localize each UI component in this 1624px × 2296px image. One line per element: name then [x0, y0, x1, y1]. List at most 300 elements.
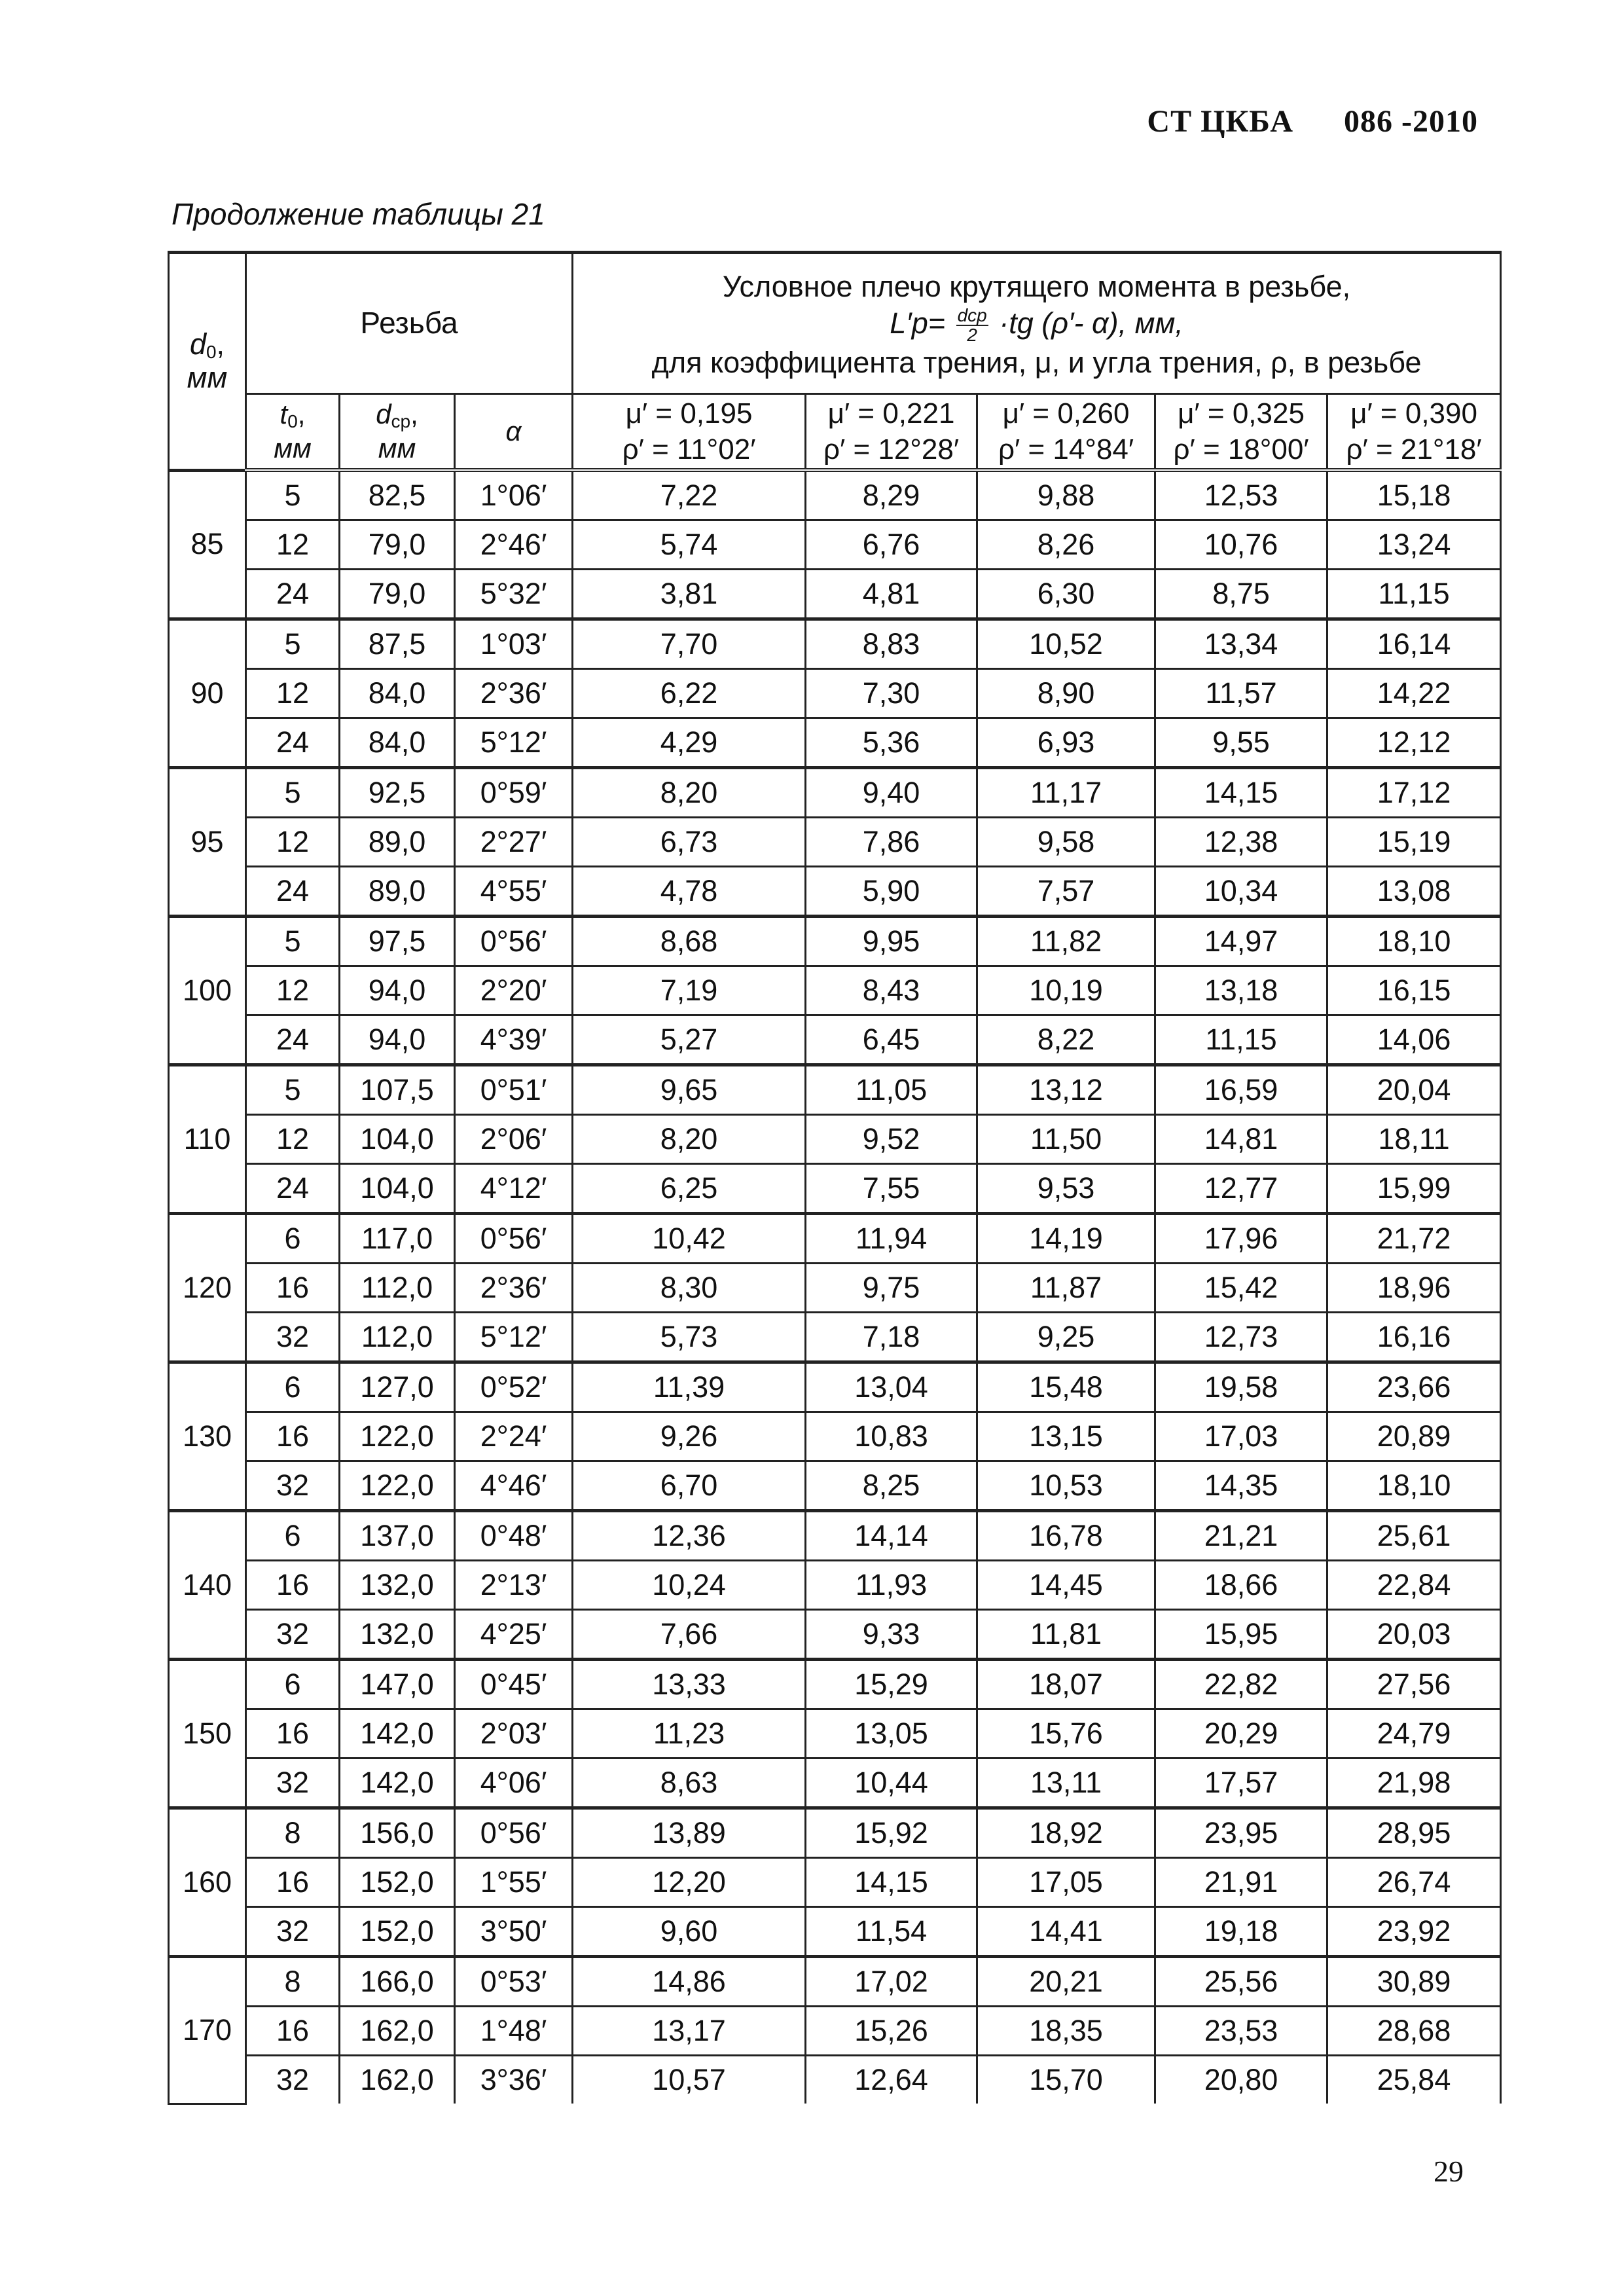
table-row: [169, 1858, 1501, 1907]
alpha-cell: 3°36′: [455, 2056, 573, 2104]
alpha-cell: 0°45′: [455, 1660, 573, 1709]
arm-cell-4: 14,15: [1155, 768, 1327, 818]
table-row: [169, 1214, 1501, 1264]
arm-cell-1: 7,70: [573, 619, 806, 669]
t0-cell: 16: [246, 2007, 340, 2056]
arm-cell-1: 13,89: [573, 1808, 806, 1858]
arm-cell-3: 10,19: [977, 966, 1155, 1015]
arm-cell-4: 12,77: [1155, 1164, 1327, 1214]
t0-cell: 5: [246, 1065, 340, 1115]
dcp-cell: 162,0: [340, 2056, 455, 2104]
arm-cell-4: 25,56: [1155, 1957, 1327, 2007]
dcp-cell: 112,0: [340, 1313, 455, 1362]
t0-cell: 32: [246, 1313, 340, 1362]
arm-cell-2: 15,26: [806, 2007, 977, 2056]
t0-cell: 16: [246, 1709, 340, 1758]
table-row: [169, 1164, 1501, 1214]
dcp-cell: 94,0: [340, 1015, 455, 1065]
arm-cell-2: 7,18: [806, 1313, 977, 1362]
dcp-cell: 107,5: [340, 1065, 455, 1115]
formula-lhs: L′р=: [890, 306, 946, 340]
arm-cell-2: 13,04: [806, 1362, 977, 1412]
d0-cell: 95: [169, 768, 246, 917]
arm-cell-1: 9,60: [573, 1907, 806, 1957]
dcp-cell: 112,0: [340, 1264, 455, 1313]
dcp-cell: 104,0: [340, 1115, 455, 1164]
conditional-arm-title: Условное плечо крутящего момента в резьбе,: [722, 269, 1351, 303]
t0-cell: 24: [246, 570, 340, 619]
arm-cell-4: 10,76: [1155, 520, 1327, 570]
t0-cell: 32: [246, 1907, 340, 1957]
arm-cell-1: 4,29: [573, 718, 806, 768]
arm-cell-2: 7,55: [806, 1164, 977, 1214]
arm-cell-4: 21,21: [1155, 1511, 1327, 1561]
alpha-cell: 0°59′: [455, 768, 573, 818]
arm-cell-1: 7,19: [573, 966, 806, 1015]
table-row: [169, 520, 1501, 570]
rho-value: ρ′ = 11°02′: [622, 433, 756, 465]
alpha-cell: 1°06′: [455, 470, 573, 520]
arm-cell-3: 8,22: [977, 1015, 1155, 1065]
arm-cell-4: 12,73: [1155, 1313, 1327, 1362]
arm-cell-2: 10,44: [806, 1758, 977, 1808]
arm-cell-2: 11,94: [806, 1214, 977, 1264]
mu-value: μ′ = 0,260: [1002, 397, 1130, 429]
d0-cell: 85: [169, 470, 246, 619]
alpha-cell: 1°03′: [455, 619, 573, 669]
arm-cell-5: 26,74: [1327, 1858, 1501, 1907]
t0-cell: 6: [246, 1511, 340, 1561]
arm-cell-5: 24,79: [1327, 1709, 1501, 1758]
t0-cell: 32: [246, 2056, 340, 2104]
arm-cell-4: 19,58: [1155, 1362, 1327, 1412]
t0-cell: 5: [246, 619, 340, 669]
alpha-cell: 0°56′: [455, 1808, 573, 1858]
arm-cell-4: 21,91: [1155, 1858, 1327, 1907]
arm-cell-5: 20,04: [1327, 1065, 1501, 1115]
arm-cell-5: 18,11: [1327, 1115, 1501, 1164]
arm-cell-5: 16,16: [1327, 1313, 1501, 1362]
arm-cell-4: 15,42: [1155, 1264, 1327, 1313]
arm-cell-3: 13,15: [977, 1412, 1155, 1461]
table-row: [169, 1660, 1501, 1709]
table-row: [169, 867, 1501, 917]
arm-cell-5: 30,89: [1327, 1957, 1501, 2007]
d0-cell: 140: [169, 1511, 246, 1660]
arm-cell-4: 20,29: [1155, 1709, 1327, 1758]
alpha-cell: 5°12′: [455, 718, 573, 768]
alpha-cell: 5°32′: [455, 570, 573, 619]
dcp-cell: 94,0: [340, 966, 455, 1015]
alpha-cell: 2°03′: [455, 1709, 573, 1758]
arm-cell-3: 18,07: [977, 1660, 1155, 1709]
header-coefficient-2: [806, 394, 977, 471]
arm-cell-4: 13,34: [1155, 619, 1327, 669]
dcp-subscript: ср: [391, 410, 411, 431]
arm-cell-3: 18,92: [977, 1808, 1155, 1858]
arm-cell-1: 8,30: [573, 1264, 806, 1313]
arm-cell-1: 14,86: [573, 1957, 806, 2007]
d0-subscript: 0: [206, 341, 217, 362]
rho-value: ρ′ = 14°84′: [998, 433, 1134, 465]
dcp-cell: 142,0: [340, 1758, 455, 1808]
arm-cell-3: 10,53: [977, 1461, 1155, 1511]
alpha-cell: 4°55′: [455, 867, 573, 917]
t0-cell: 24: [246, 1015, 340, 1065]
t0-symbol: t: [280, 398, 288, 429]
arm-cell-4: 10,34: [1155, 867, 1327, 917]
arm-cell-3: 15,76: [977, 1709, 1155, 1758]
dcp-cell: 122,0: [340, 1461, 455, 1511]
arm-cell-3: 20,21: [977, 1957, 1155, 2007]
arm-cell-4: 18,66: [1155, 1561, 1327, 1610]
arm-cell-1: 6,73: [573, 818, 806, 867]
alpha-cell: 4°39′: [455, 1015, 573, 1065]
arm-cell-3: 18,35: [977, 2007, 1155, 2056]
arm-cell-5: 20,89: [1327, 1412, 1501, 1461]
table-row: [169, 1461, 1501, 1511]
arm-cell-1: 9,26: [573, 1412, 806, 1461]
alpha-cell: 2°27′: [455, 818, 573, 867]
alpha-cell: 0°52′: [455, 1362, 573, 1412]
arm-cell-5: 16,14: [1327, 619, 1501, 669]
alpha-cell: 2°20′: [455, 966, 573, 1015]
arm-cell-1: 12,36: [573, 1511, 806, 1561]
arm-cell-1: 10,24: [573, 1561, 806, 1610]
dcp-cell: 117,0: [340, 1214, 455, 1264]
arm-cell-2: 6,76: [806, 520, 977, 570]
table-row: [169, 818, 1501, 867]
arm-cell-2: 8,29: [806, 470, 977, 520]
arm-cell-5: 16,15: [1327, 966, 1501, 1015]
t0-cell: 24: [246, 718, 340, 768]
dcp-cell: 84,0: [340, 718, 455, 768]
arm-cell-2: 9,95: [806, 917, 977, 966]
table-row: [169, 1511, 1501, 1561]
arm-cell-3: 9,88: [977, 470, 1155, 520]
arm-cell-5: 22,84: [1327, 1561, 1501, 1610]
arm-cell-1: 3,81: [573, 570, 806, 619]
t0-cell: 16: [246, 1561, 340, 1610]
t0-cell: 16: [246, 1858, 340, 1907]
mu-value: μ′ = 0,325: [1178, 397, 1305, 429]
arm-cell-2: 7,30: [806, 669, 977, 718]
d0-cell: 100: [169, 917, 246, 1065]
header-coefficient-4: [1155, 394, 1327, 471]
arm-cell-2: 11,54: [806, 1907, 977, 1957]
standard-number: 086 -2010: [1344, 104, 1478, 139]
table-row: [169, 1362, 1501, 1412]
arm-cell-1: 10,57: [573, 2056, 806, 2104]
arm-cell-2: 11,93: [806, 1561, 977, 1610]
arm-cell-4: 12,53: [1155, 470, 1327, 520]
alpha-cell: 2°24′: [455, 1412, 573, 1461]
arm-cell-2: 10,83: [806, 1412, 977, 1461]
table-row: [169, 1709, 1501, 1758]
arm-cell-1: 10,42: [573, 1214, 806, 1264]
arm-cell-4: 11,15: [1155, 1015, 1327, 1065]
table-body: [169, 470, 1501, 2104]
arm-cell-4: 12,38: [1155, 818, 1327, 867]
t0-cell: 12: [246, 818, 340, 867]
arm-cell-1: 7,66: [573, 1610, 806, 1660]
dcp-cell: 127,0: [340, 1362, 455, 1412]
arm-cell-1: 13,33: [573, 1660, 806, 1709]
dcp-cell: 152,0: [340, 1907, 455, 1957]
t0-cell: 8: [246, 1808, 340, 1858]
formula-fraction: [956, 306, 988, 344]
alpha-cell: 5°12′: [455, 1313, 573, 1362]
t0-cell: 6: [246, 1214, 340, 1264]
dcp-cell: 89,0: [340, 867, 455, 917]
dcp-cell: 162,0: [340, 2007, 455, 2056]
arm-cell-1: 6,25: [573, 1164, 806, 1214]
arm-cell-5: 11,15: [1327, 570, 1501, 619]
table-row: [169, 619, 1501, 669]
arm-cell-5: 23,66: [1327, 1362, 1501, 1412]
arm-cell-2: 15,29: [806, 1660, 977, 1709]
arm-cell-4: 14,81: [1155, 1115, 1327, 1164]
d0-cell: 130: [169, 1362, 246, 1511]
t0-cell: 32: [246, 1758, 340, 1808]
arm-cell-5: 13,24: [1327, 520, 1501, 570]
arm-cell-4: 23,53: [1155, 2007, 1327, 2056]
table-row: [169, 1015, 1501, 1065]
t0-cell: 6: [246, 1362, 340, 1412]
arm-cell-5: 18,96: [1327, 1264, 1501, 1313]
arm-cell-3: 15,70: [977, 2056, 1155, 2104]
table-row: [169, 2007, 1501, 2056]
arm-cell-1: 13,17: [573, 2007, 806, 2056]
d0-cell: 120: [169, 1214, 246, 1362]
arm-cell-3: 10,52: [977, 619, 1155, 669]
arm-cell-2: 8,43: [806, 966, 977, 1015]
arm-cell-2: 8,25: [806, 1461, 977, 1511]
arm-cell-4: 23,95: [1155, 1808, 1327, 1858]
arm-cell-1: 11,39: [573, 1362, 806, 1412]
document-code: [1147, 103, 1478, 139]
dcp-cell: 79,0: [340, 520, 455, 570]
dcp-symbol: d: [376, 398, 391, 429]
arm-cell-5: 18,10: [1327, 917, 1501, 966]
arm-cell-4: 15,95: [1155, 1610, 1327, 1660]
arm-cell-1: 6,22: [573, 669, 806, 718]
d0-cell: 170: [169, 1957, 246, 2104]
table-row: [169, 1907, 1501, 1957]
arm-cell-4: 17,03: [1155, 1412, 1327, 1461]
table-row: [169, 1412, 1501, 1461]
arm-cell-3: 9,25: [977, 1313, 1155, 1362]
arm-cell-2: 13,05: [806, 1709, 977, 1758]
table-row: [169, 1313, 1501, 1362]
arm-cell-2: 6,45: [806, 1015, 977, 1065]
dcp-cell: 79,0: [340, 570, 455, 619]
arm-cell-5: 28,95: [1327, 1808, 1501, 1858]
header-coefficient-1: [573, 394, 806, 471]
t0-cell: 5: [246, 917, 340, 966]
arm-cell-2: 12,64: [806, 2056, 977, 2104]
arm-cell-3: 9,58: [977, 818, 1155, 867]
rho-value: ρ′ = 21°18′: [1346, 433, 1482, 465]
arm-cell-1: 8,63: [573, 1758, 806, 1808]
arm-cell-5: 15,99: [1327, 1164, 1501, 1214]
table-row: [169, 1065, 1501, 1115]
arm-cell-5: 17,12: [1327, 768, 1501, 818]
alpha-cell: 0°56′: [455, 917, 573, 966]
header-dcp: $d_{ср}$, мм: [340, 394, 455, 471]
alpha-cell: 0°56′: [455, 1214, 573, 1264]
arm-cell-2: 4,81: [806, 570, 977, 619]
arm-cell-3: 17,05: [977, 1858, 1155, 1907]
arm-cell-5: 20,03: [1327, 1610, 1501, 1660]
header-t0: $t_0$, мм: [246, 394, 340, 471]
t0-cell: 12: [246, 966, 340, 1015]
arm-cell-1: 6,70: [573, 1461, 806, 1511]
table-row: [169, 570, 1501, 619]
dcp-unit: мм: [378, 433, 416, 464]
arm-cell-4: 13,18: [1155, 966, 1327, 1015]
t0-cell: 12: [246, 669, 340, 718]
table-row: [169, 1758, 1501, 1808]
dcp-cell: 132,0: [340, 1561, 455, 1610]
arm-cell-5: 14,06: [1327, 1015, 1501, 1065]
alpha-cell: 1°55′: [455, 1858, 573, 1907]
dcp-cell: 166,0: [340, 1957, 455, 2007]
dcp-cell: 152,0: [340, 1858, 455, 1907]
arm-cell-5: 28,68: [1327, 2007, 1501, 2056]
d0-unit: мм: [187, 361, 228, 395]
arm-cell-3: 9,53: [977, 1164, 1155, 1214]
t0-cell: 16: [246, 1264, 340, 1313]
standard-label: СТ ЦКБА: [1147, 104, 1294, 139]
arm-cell-4: 22,82: [1155, 1660, 1327, 1709]
dcp-cell: 97,5: [340, 917, 455, 966]
arm-cell-5: 25,61: [1327, 1511, 1501, 1561]
arm-cell-4: 14,35: [1155, 1461, 1327, 1511]
arm-cell-1: 8,68: [573, 917, 806, 966]
dcp-cell: 82,5: [340, 470, 455, 520]
arm-cell-1: 12,20: [573, 1858, 806, 1907]
alpha-cell: 0°51′: [455, 1065, 573, 1115]
arm-cell-4: 19,18: [1155, 1907, 1327, 1957]
arm-cell-2: 8,83: [806, 619, 977, 669]
t0-cell: 16: [246, 1412, 340, 1461]
arm-cell-1: 5,27: [573, 1015, 806, 1065]
header-conditional-arm: [573, 253, 1501, 394]
formula-rhs: ·tg (ρ′- α), мм,: [999, 306, 1183, 340]
arm-cell-2: 17,02: [806, 1957, 977, 2007]
arm-cell-3: 14,19: [977, 1214, 1155, 1264]
arm-cell-1: 5,74: [573, 520, 806, 570]
header-coefficient-3: [977, 394, 1155, 471]
alpha-cell: 0°53′: [455, 1957, 573, 2007]
torque-formula: [573, 305, 1500, 344]
arm-cell-4: 20,80: [1155, 2056, 1327, 2104]
dcp-cell: 132,0: [340, 1610, 455, 1660]
header-d0: $d_0$, мм: [169, 253, 246, 471]
table-row: [169, 1808, 1501, 1858]
alpha-cell: 4°12′: [455, 1164, 573, 1214]
arm-cell-2: 14,15: [806, 1858, 977, 1907]
arm-cell-3: 16,78: [977, 1511, 1155, 1561]
table-row: [169, 1610, 1501, 1660]
arm-cell-4: 16,59: [1155, 1065, 1327, 1115]
t0-cell: 32: [246, 1461, 340, 1511]
dcp-cell: 147,0: [340, 1660, 455, 1709]
d0-cell: 160: [169, 1808, 246, 1957]
mu-value: μ′ = 0,390: [1350, 397, 1477, 429]
alpha-cell: 2°36′: [455, 1264, 573, 1313]
mu-value: μ′ = 0,221: [827, 397, 955, 429]
alpha-cell: 2°06′: [455, 1115, 573, 1164]
arm-cell-3: 13,12: [977, 1065, 1155, 1115]
alpha-cell: 4°25′: [455, 1610, 573, 1660]
table-row: [169, 1561, 1501, 1610]
alpha-cell: 1°48′: [455, 2007, 573, 2056]
d0-cell: 150: [169, 1660, 246, 1808]
t0-unit: мм: [274, 433, 312, 464]
arm-cell-1: 8,20: [573, 1115, 806, 1164]
dcp-cell: 104,0: [340, 1164, 455, 1214]
rho-value: ρ′ = 18°00′: [1173, 433, 1309, 465]
dcp-cell: 89,0: [340, 818, 455, 867]
arm-cell-1: 11,23: [573, 1709, 806, 1758]
t0-cell: 12: [246, 520, 340, 570]
arm-cell-5: 14,22: [1327, 669, 1501, 718]
dcp-cell: 142,0: [340, 1709, 455, 1758]
table-row: [169, 917, 1501, 966]
arm-cell-5: 15,18: [1327, 470, 1501, 520]
arm-cell-4: 14,97: [1155, 917, 1327, 966]
table-row: [169, 2056, 1501, 2104]
arm-cell-4: 17,96: [1155, 1214, 1327, 1264]
arm-cell-4: 9,55: [1155, 718, 1327, 768]
table-row: [169, 1115, 1501, 1164]
table-caption: Продолжение таблицы 21: [171, 197, 545, 231]
arm-cell-3: 14,41: [977, 1907, 1155, 1957]
table-row: [169, 966, 1501, 1015]
dcp-cell: 122,0: [340, 1412, 455, 1461]
arm-cell-3: 11,50: [977, 1115, 1155, 1164]
table-row: [169, 1957, 1501, 2007]
alpha-cell: 2°13′: [455, 1561, 573, 1610]
arm-cell-3: 6,93: [977, 718, 1155, 768]
d0-cell: 110: [169, 1065, 246, 1214]
arm-cell-1: 9,65: [573, 1065, 806, 1115]
mu-value: μ′ = 0,195: [625, 397, 753, 429]
alpha-cell: 4°46′: [455, 1461, 573, 1511]
alpha-cell: 2°36′: [455, 669, 573, 718]
arm-cell-3: 15,48: [977, 1362, 1155, 1412]
t0-cell: 24: [246, 1164, 340, 1214]
dcp-cell: 137,0: [340, 1511, 455, 1561]
t0-cell: 12: [246, 1115, 340, 1164]
arm-cell-2: 15,92: [806, 1808, 977, 1858]
header-thread: Резьба: [246, 253, 573, 394]
arm-cell-3: 11,17: [977, 768, 1155, 818]
arm-cell-1: 8,20: [573, 768, 806, 818]
arm-cell-4: 8,75: [1155, 570, 1327, 619]
page-number: 29: [1434, 2155, 1464, 2188]
arm-cell-3: 11,87: [977, 1264, 1155, 1313]
alpha-cell: 3°50′: [455, 1907, 573, 1957]
d0-cell: 90: [169, 619, 246, 768]
arm-cell-1: 5,73: [573, 1313, 806, 1362]
t0-cell: 24: [246, 867, 340, 917]
arm-cell-5: 21,72: [1327, 1214, 1501, 1264]
arm-cell-4: 11,57: [1155, 669, 1327, 718]
arm-cell-5: 15,19: [1327, 818, 1501, 867]
